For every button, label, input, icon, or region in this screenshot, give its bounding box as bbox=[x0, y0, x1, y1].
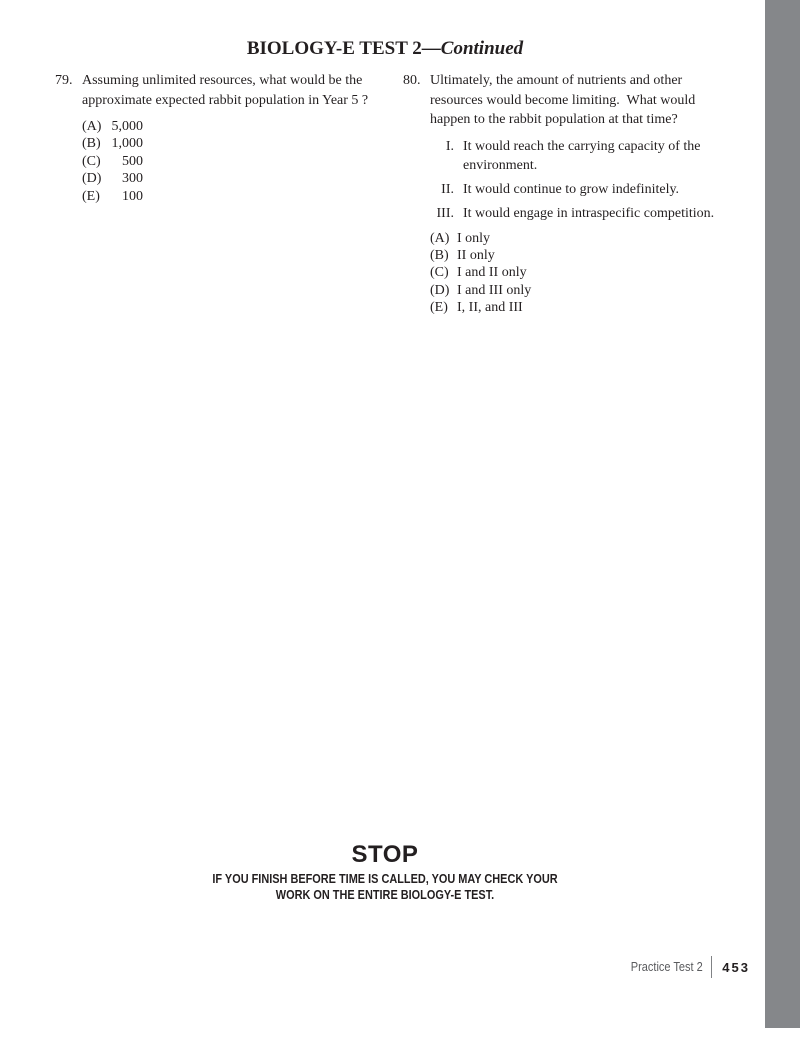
choice-value: II only bbox=[457, 247, 495, 263]
choice-row bbox=[430, 230, 737, 247]
stop-title: STOP bbox=[351, 841, 419, 868]
roman-text: It would continue to grow indefinitely. bbox=[463, 181, 680, 197]
roman-item bbox=[430, 137, 724, 175]
choice-letter: (E) bbox=[82, 188, 100, 204]
left-column bbox=[55, 71, 395, 205]
choice-letter: (C) bbox=[430, 265, 449, 281]
choice-value: I, II, and III bbox=[457, 300, 523, 316]
choice-letter: (D) bbox=[430, 282, 450, 298]
choice-value: I and III only bbox=[457, 282, 532, 298]
footer-divider bbox=[711, 956, 712, 978]
right-column bbox=[403, 71, 737, 317]
roman-numeral: III. bbox=[436, 205, 454, 221]
question-80-roman-list bbox=[430, 137, 724, 223]
choice-row bbox=[430, 299, 737, 316]
choice-row bbox=[82, 135, 395, 152]
roman-text: It would reach the carrying capacity of the environment. bbox=[463, 138, 701, 173]
choice-value: 300 bbox=[122, 171, 143, 187]
choice-value: 1,000 bbox=[111, 136, 143, 152]
choice-letter: (B) bbox=[430, 247, 449, 263]
stop-block bbox=[0, 842, 770, 902]
choice-row bbox=[430, 247, 737, 264]
choice-letter: (A) bbox=[82, 119, 102, 134]
choice-value: I and II only bbox=[457, 265, 527, 281]
choice-value: I only bbox=[457, 230, 491, 246]
page-edge-gray-bar bbox=[765, 0, 800, 1028]
question-80-body bbox=[430, 71, 737, 317]
choice-row bbox=[82, 170, 395, 187]
header-title-continued: Continued bbox=[440, 38, 524, 59]
stop-instructions bbox=[62, 871, 709, 902]
choice-value: 100 bbox=[122, 188, 143, 204]
choice-letter: (B) bbox=[82, 136, 101, 152]
question-80-number: 80. bbox=[403, 73, 421, 88]
choice-value: 5,000 bbox=[111, 119, 143, 134]
header-title-main: BIOLOGY-E TEST 2 bbox=[246, 38, 422, 59]
footer-page-number: 453 bbox=[722, 959, 750, 975]
stop-instruction-line: IF YOU FINISH BEFORE TIME IS CALLED, YOU MAY CHECK YOUR bbox=[212, 871, 558, 886]
footer-test-label: Practice Test 2 bbox=[630, 960, 703, 974]
choice-letter: (A) bbox=[430, 230, 450, 246]
header-title-dash: — bbox=[421, 38, 441, 59]
roman-numeral: II. bbox=[441, 181, 454, 197]
question-79-text: Assuming unlimited resources, what would be the approximate expected rabbit population in Year 5 ? bbox=[82, 73, 369, 108]
question-79-number: 79. bbox=[55, 73, 73, 88]
choice-value: 500 bbox=[122, 153, 143, 169]
roman-item bbox=[430, 204, 724, 223]
choice-row bbox=[82, 118, 395, 135]
choice-row bbox=[82, 188, 395, 205]
page-footer bbox=[621, 955, 750, 979]
choice-letter: (D) bbox=[82, 171, 102, 187]
choice-row bbox=[430, 264, 737, 281]
choice-row bbox=[82, 153, 395, 170]
choice-letter: (C) bbox=[82, 153, 101, 169]
question-79 bbox=[55, 71, 395, 205]
roman-item bbox=[430, 180, 724, 199]
roman-numeral: I. bbox=[445, 138, 454, 154]
question-80 bbox=[403, 71, 737, 317]
roman-text: It would engage in intraspecific competition. bbox=[463, 205, 715, 221]
choice-letter: (E) bbox=[430, 300, 448, 316]
question-79-body bbox=[82, 71, 395, 205]
page-header bbox=[0, 38, 770, 61]
question-80-text: Ultimately, the amount of nutrients and other resources would become limiting. What would happen to the rabbit population at that time? bbox=[430, 73, 699, 127]
stop-instruction-line: WORK ON THE ENTIRE BIOLOGY-E TEST. bbox=[275, 886, 495, 902]
question-80-choices bbox=[430, 230, 737, 317]
choice-row bbox=[430, 282, 737, 299]
question-79-choices bbox=[82, 118, 395, 205]
